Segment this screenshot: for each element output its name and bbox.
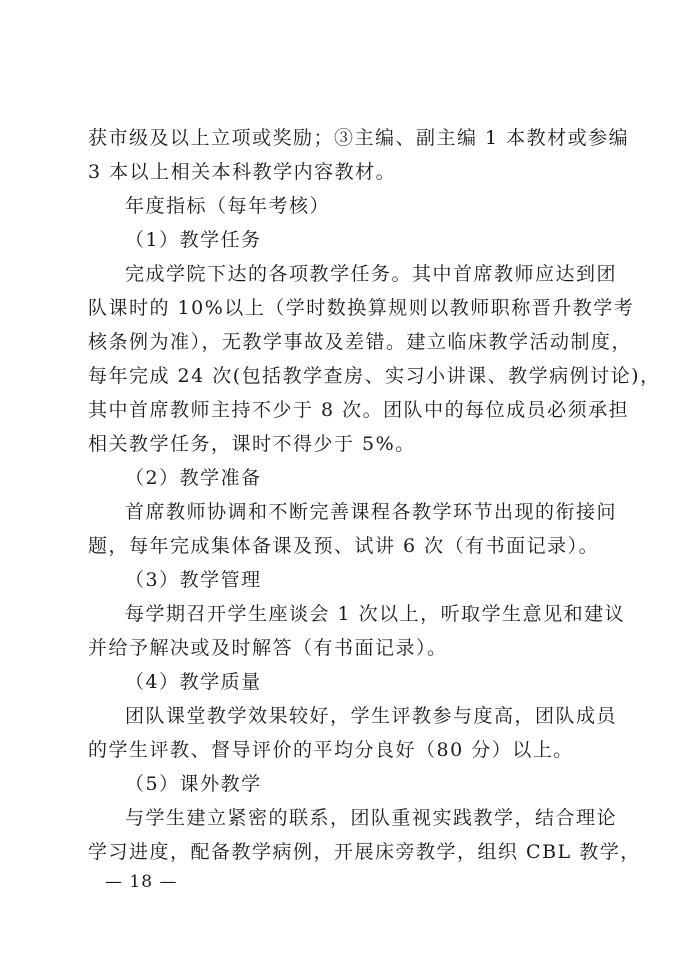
text-line: 学习进度，配备教学病例，开展床旁教学，组织 CBL 教学，	[88, 841, 641, 863]
subsection-heading: （1）教学任务	[125, 229, 262, 251]
text-line: 并给予解决或及时解答（有书面记录）。	[88, 637, 448, 659]
text-line: 首席教师协调和不断完善课程各教学环节出现的衔接问	[125, 501, 618, 523]
page-number: — 18 —	[105, 872, 178, 892]
text-line: 队课时的 10%以上（学时数换算规则以教师职称晋升教学考	[88, 297, 635, 319]
text-line: 每年完成 24 次(包括教学查房、实习小讲课、教学病例讨论)，	[88, 365, 661, 387]
text-line: 的学生评教、督导评价的平均分良好（80 分）以上。	[88, 739, 574, 761]
text-line: 团队课堂教学效果较好，学生评教参与度高，团队成员	[125, 705, 618, 727]
text-line: 完成学院下达的各项教学任务。其中首席教师应达到团	[125, 263, 618, 285]
text-line: 题，每年完成集体备课及预、试讲 6 次（有书面记录）。	[88, 535, 600, 557]
text-line: 与学生建立紧密的联系，团队重视实践教学，结合理论	[125, 807, 618, 829]
text-line: 相关教学任务，课时不得少于 5%。	[88, 433, 416, 455]
subsection-heading: （2）教学准备	[125, 467, 262, 489]
subsection-heading: （5）课外教学	[125, 773, 262, 795]
text-line: 其中首席教师主持不少于 8 次。团队中的每位成员必须承担	[88, 399, 630, 421]
text-line: 每学期召开学生座谈会 1 次以上，听取学生意见和建议	[125, 603, 626, 625]
subsection-heading: （3）教学管理	[125, 569, 262, 591]
text-line: 3 本以上相关本科教学内容教材。	[88, 161, 397, 183]
text-line: 核条例为准），无教学事故及差错。建立临床教学活动制度，	[88, 331, 633, 353]
text-line: 获市级及以上立项或奖励；③主编、副主编 1 本教材或参编	[88, 127, 630, 149]
section-heading: 年度指标（每年考核）	[125, 195, 331, 217]
subsection-heading: （4）教学质量	[125, 671, 262, 693]
